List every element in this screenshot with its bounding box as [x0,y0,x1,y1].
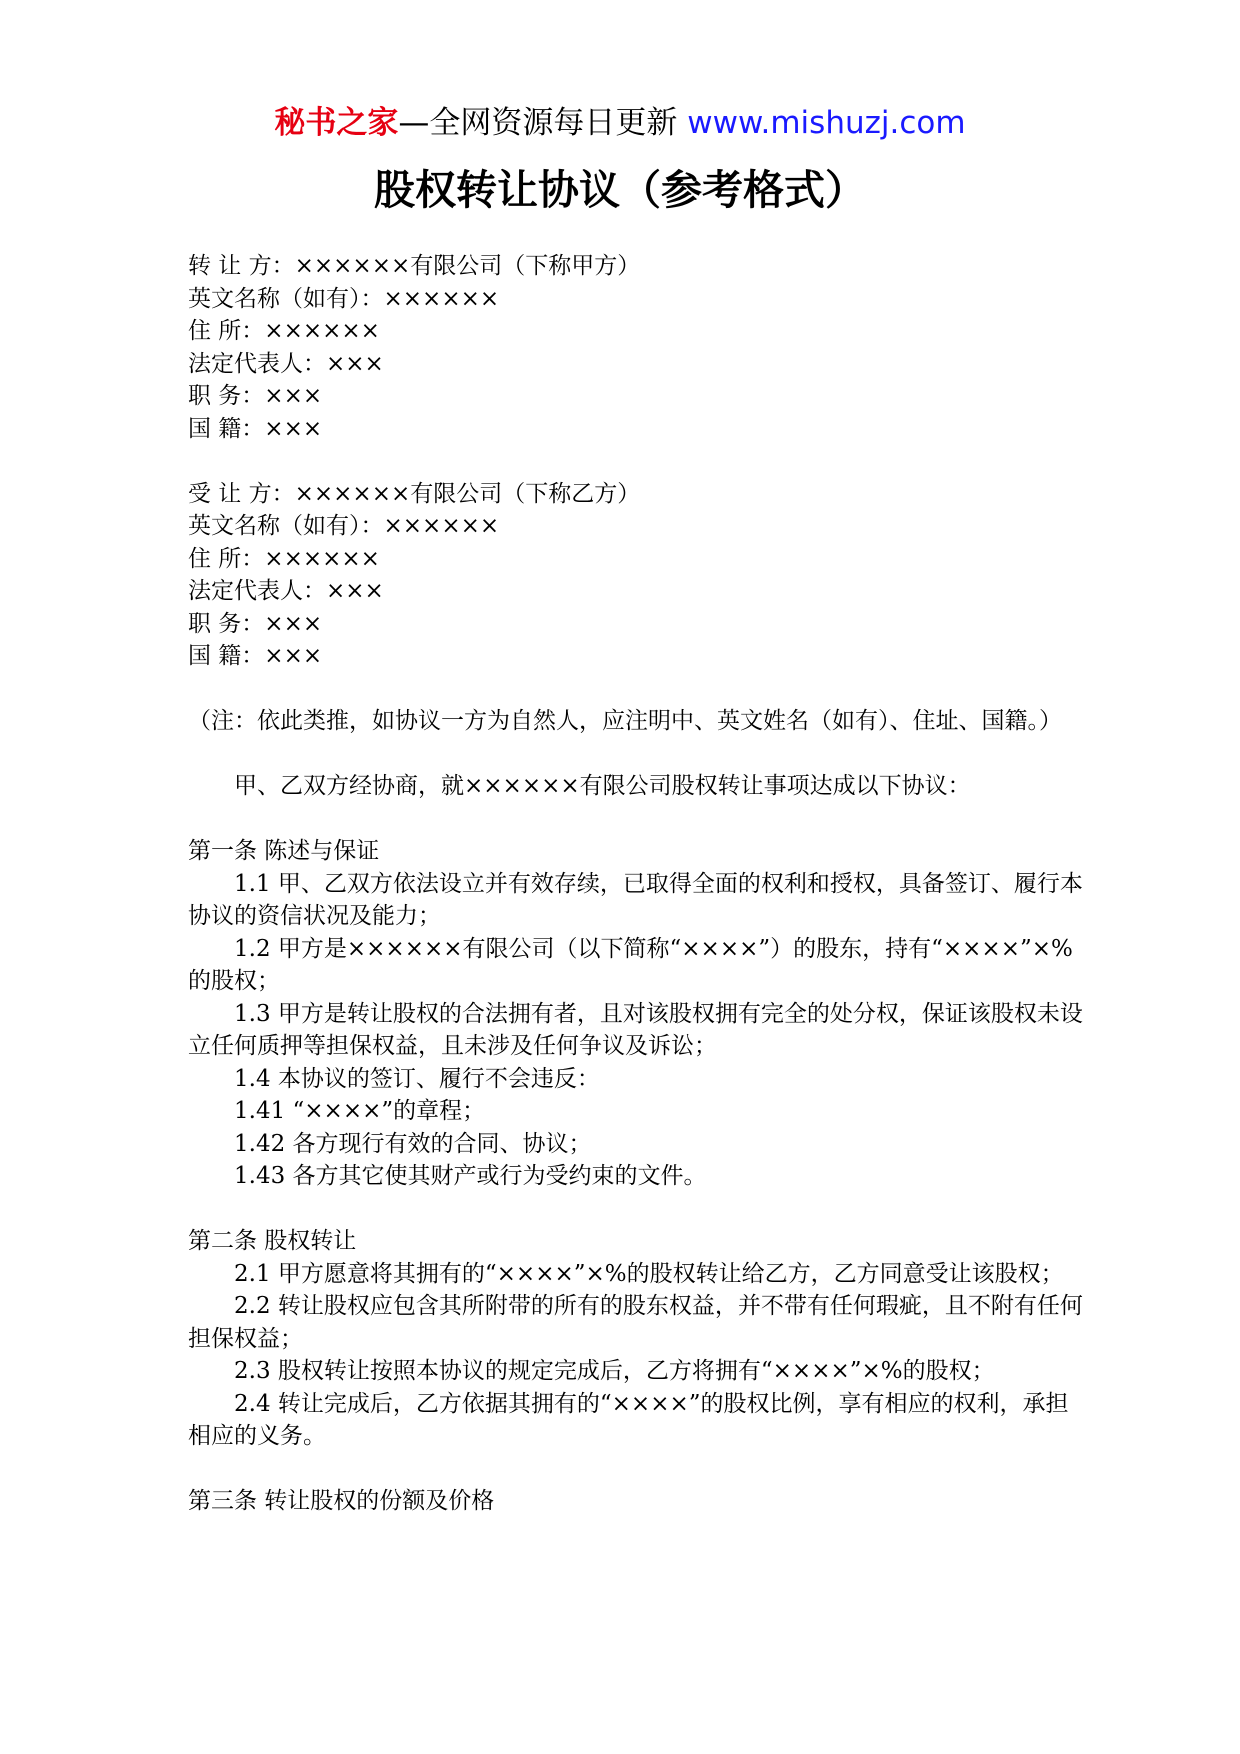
party-a-english-name: 英文名称（如有）：×××××× [188,285,500,312]
site-header [0,100,1240,146]
clause-1-3: 1.3 甲方是转让股权的合法拥有者，且对该股权拥有完全的处分权，保证该股权未设立任何质押等担保权益，且未涉及任何争议及诉讼； [188,1000,1083,1059]
clause-2-3: 2.3 股权转让按照本协议的规定完成后，乙方将拥有“××××”×%的股权； [234,1358,995,1384]
brand-name: 秘书之家 [274,105,399,141]
party-b-english-name: 英文名称（如有）：×××××× [188,513,500,539]
site-url[interactable]: www.mishuzj.com [687,105,966,141]
party-b-representative: 法定代表人：××× [188,578,384,604]
party-b-address: 住 所：×××××× [188,545,380,572]
clause-2-2: 2.2 转让股权应包含其所附带的所有的股东权益，并不带有任何瑕疵，且不附有任何担保权益； [188,1293,1083,1352]
clause-1-2: 1.2 甲方是××××××有限公司（以下简称“××××”）的股东，持有“××××”×%的股权； [188,935,1073,994]
clause-2-4: 2.4 转让完成后，乙方依据其拥有的“××××”的股权比例，享有相应的权利，承担相应的义务。 [188,1390,1069,1449]
note-paragraph: （注：依此类推，如协议一方为自然人，应注明中、英文姓名（如有）、住址、国籍。） [188,708,1062,734]
spacer [188,803,1088,836]
document-title: 股权转让协议（参考格式） [374,166,866,214]
party-b-position: 职 务：××× [188,610,323,637]
article-3-heading: 第三条 转让股权的份额及价格 [188,1488,495,1514]
party-a-block [188,250,1088,445]
spacer [188,1453,1088,1486]
party-b-name: 受 让 方：××××××有限公司（下称乙方） [188,480,641,507]
article-2-heading: 第二条 股权转让 [188,1228,357,1254]
clause-1-1: 1.1 甲、乙双方依法设立并有效存续，已取得全面的权利和授权，具备签订、履行本协议的资信状况及能力； [188,870,1083,929]
party-b-block [188,478,1088,673]
party-a-name: 转 让 方：××××××有限公司（下称甲方） [188,253,641,279]
clause-1-43: 1.43 各方其它使其财产或行为受约束的文件。 [234,1163,707,1189]
article-1-heading: 第一条 陈述与保证 [188,838,380,864]
article-1 [188,835,1088,1193]
spacer [188,1193,1088,1226]
spacer [188,673,1088,706]
clause-2-1: 2.1 甲方愿意将其拥有的“××××”×%的股权转让给乙方，乙方同意受让该股权； [234,1260,1064,1287]
preamble-paragraph: 甲、乙双方经协商，就××××××有限公司股权转让事项达成以下协议： [234,773,971,799]
party-a-position: 职 务：××× [188,383,323,409]
document-body [188,250,1088,1518]
party-a-representative: 法定代表人：××× [188,350,384,377]
party-a-nationality: 国 籍：××× [188,415,323,442]
spacer [188,445,1088,478]
clause-1-42: 1.42 各方现行有效的合同、协议； [234,1130,592,1157]
spacer [188,738,1088,771]
article-2 [188,1225,1088,1453]
article-3 [188,1485,1088,1518]
header-slogan: —全网资源每日更新 [398,105,688,141]
clause-1-4: 1.4 本协议的签订、履行不会违反： [234,1065,600,1092]
party-a-address: 住 所：×××××× [188,318,380,344]
clause-1-41: 1.41 “××××”的章程； [234,1098,486,1124]
party-b-nationality: 国 籍：××× [188,643,323,669]
